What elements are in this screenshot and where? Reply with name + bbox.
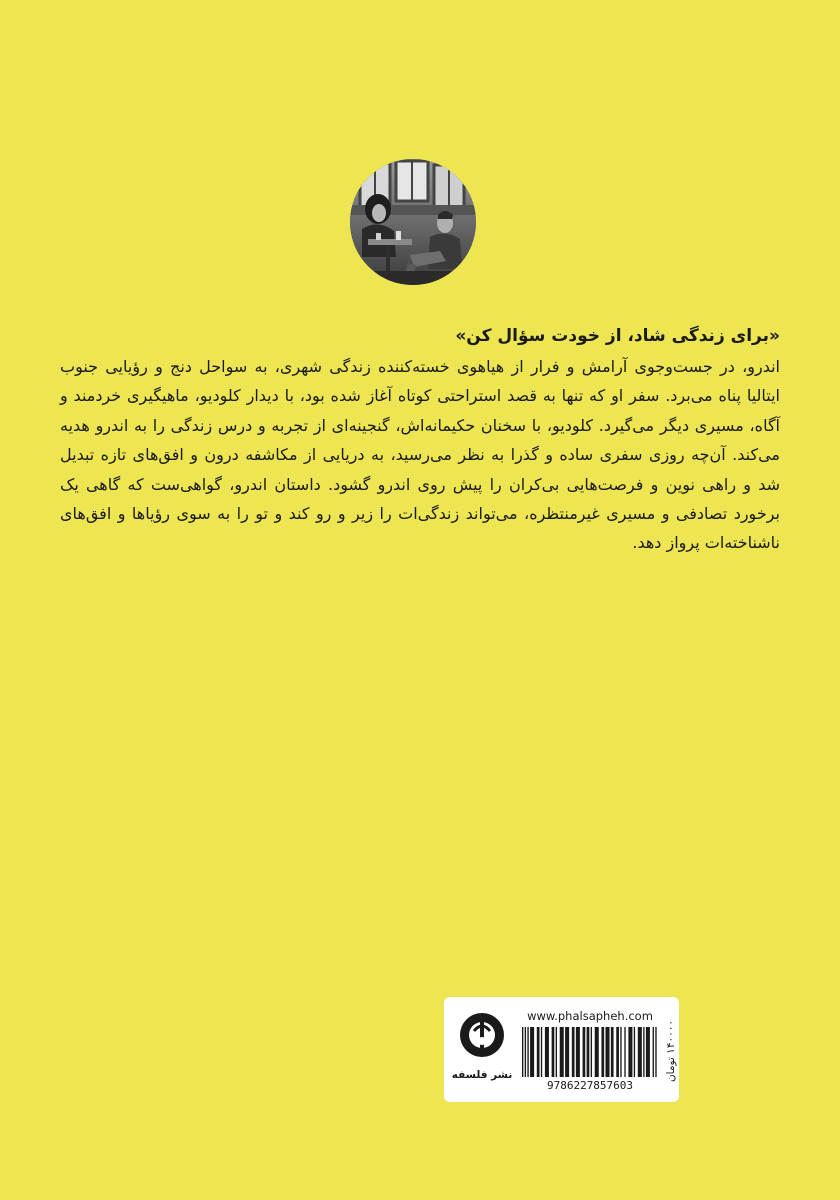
barcode-bar (560, 1027, 564, 1077)
barcode-bar (530, 1027, 534, 1077)
barcode-bar (634, 1027, 635, 1077)
isbn-number: 9786227857603 (546, 1079, 634, 1092)
barcode-bar (638, 1027, 642, 1077)
publisher-logo-icon (458, 1011, 506, 1059)
author-photo-illustration (350, 159, 476, 285)
website-url: www.phalsapheh.com (527, 1009, 653, 1023)
barcode-bar (620, 1027, 621, 1077)
barcode-bar (595, 1027, 599, 1077)
barcode-bar (628, 1027, 632, 1077)
barcode-bar (572, 1027, 575, 1077)
barcode-bar (522, 1027, 523, 1077)
barcode-bar (525, 1027, 526, 1077)
barcode-bar (583, 1027, 586, 1077)
barcode-bar (576, 1027, 580, 1077)
barcode-bar (646, 1027, 650, 1077)
barcode-bar (605, 1027, 609, 1077)
barcode-bar (624, 1027, 625, 1077)
barcode-bar (655, 1027, 656, 1077)
publisher-name: نشر فلسفه (451, 1069, 513, 1081)
barcode (520, 1027, 660, 1077)
barcode-bar (565, 1027, 569, 1077)
price-text: ۱۴۰۰۰۰ تومان (665, 1019, 677, 1083)
barcode-bar (537, 1027, 540, 1077)
barcode-bar (556, 1027, 557, 1077)
barcode-bar (541, 1027, 542, 1077)
barcode-bar (643, 1027, 644, 1077)
barcode-bar (527, 1027, 528, 1077)
barcode-bar (611, 1027, 614, 1077)
barcode-panel (444, 997, 679, 1102)
blurb-body: اندرو، در جست‌وجوی آرامش و فرار از هیاهوی خسته‌کننده زندگی شهری، به سواحل دنج و رؤیایی جنوب ایتالیا پناه می‌برد. سفر او که تنها به قصد استراحتی کوتاه آغاز شده بود، با دیدار کلودیو، ماهیگیری خردمند و آگاه، مسیری دیگر می‌گیرد. کلودیو، با سخنان حکیمانه‌اش، گنجینه‌ای از تجربه و درس زندگی را به اندرو هدیه می‌کند. آن‌چه روزی سفری ساده و گذرا به نظر می‌رسید، به دریایی از مکاشفه درون و افق‌های تازه تبدیل شد و راهی نوین و فرصت‌هایی بی‌کران را پیش روی اندرو گشود. داستان اندرو، گواهی‌ست که گاهی یک برخورد تصادفی و مسیری غیرمنتظره، می‌تواند زندگی‌ات را زیر و رو کند و تو را به سوی رؤیاها و افق‌های ناشناخته‌ات پرواز دهد. (60, 357, 780, 553)
barcode-bar (552, 1027, 555, 1077)
author-photo (350, 159, 476, 285)
barcode-bar (616, 1027, 619, 1077)
price-label (664, 1011, 678, 1091)
barcode-bar (545, 1027, 549, 1077)
blurb (60, 322, 780, 558)
blurb-title: «برای زندگی شاد، از خودت سؤال کن» (455, 326, 780, 346)
barcode-bar (587, 1027, 590, 1077)
barcode-bar (591, 1027, 592, 1077)
barcode-bar (653, 1027, 654, 1077)
barcode-bar (601, 1027, 604, 1077)
